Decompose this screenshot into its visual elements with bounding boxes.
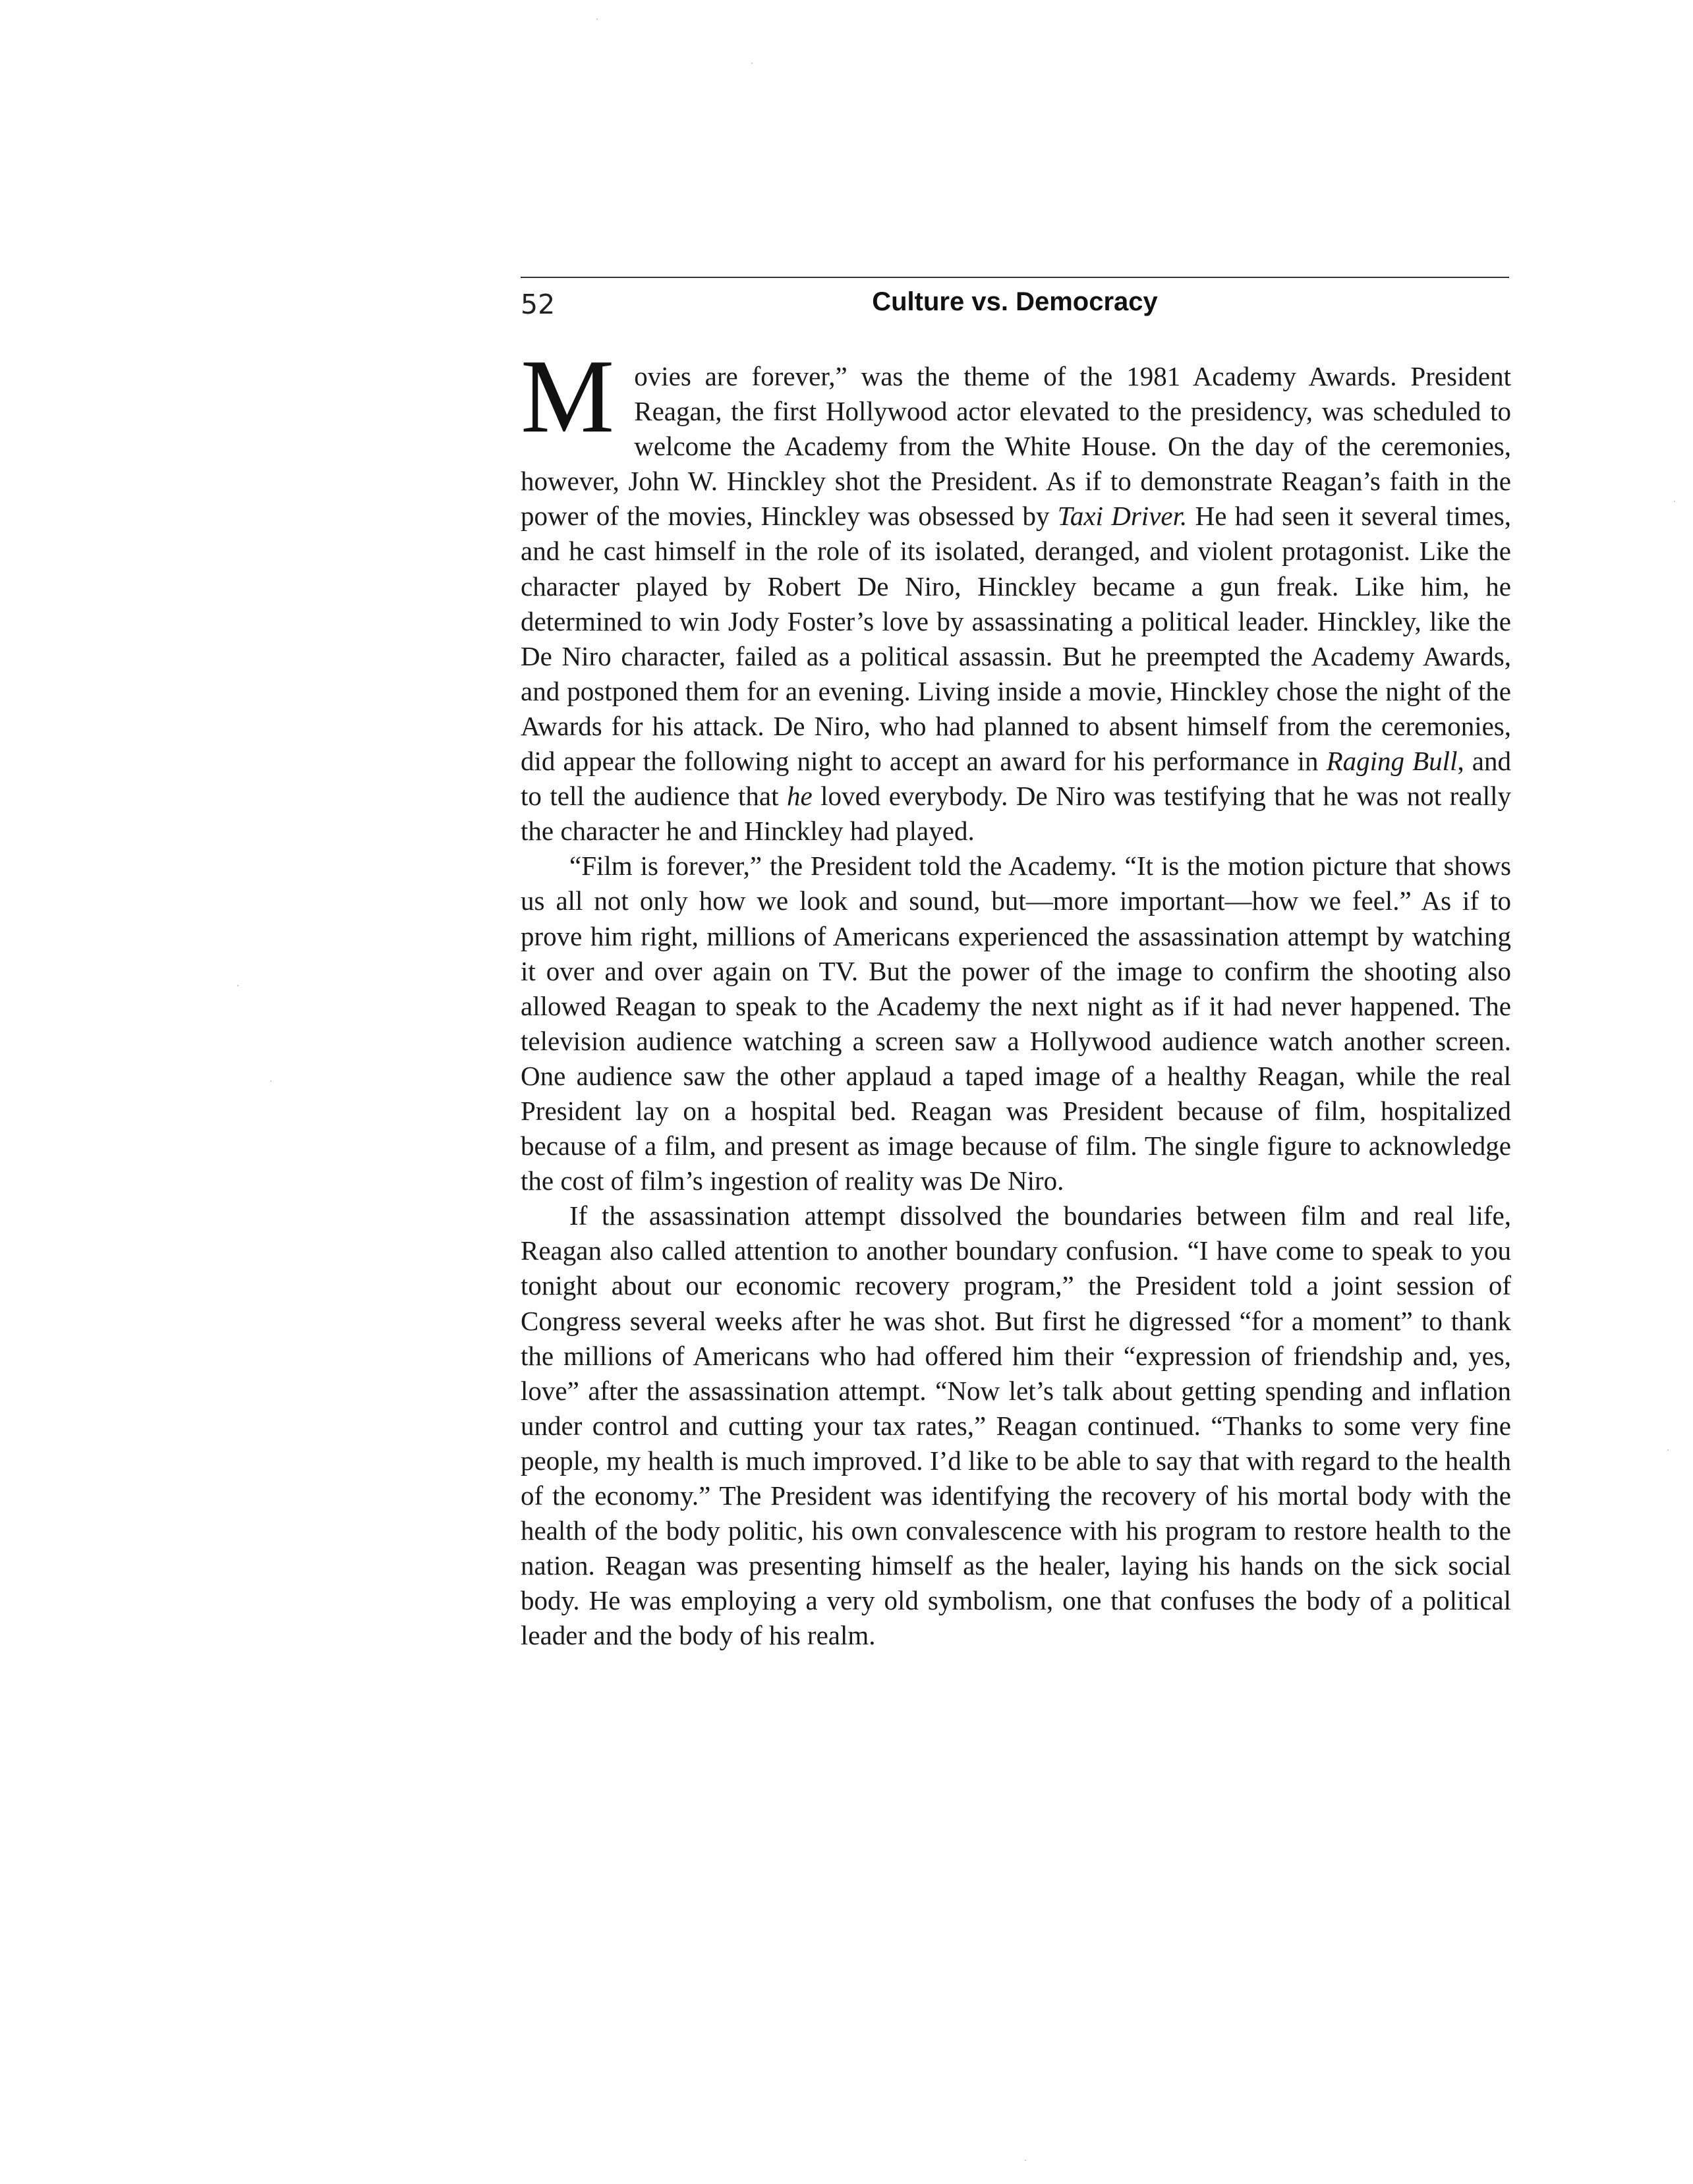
scan-speck bbox=[1674, 501, 1675, 502]
film-title-raging-bull: Raging Bull bbox=[1326, 746, 1458, 777]
paragraph-1-text-4: loved everybody. De Niro was testifying that he was not really the character he and Hinckley had played. bbox=[521, 781, 1511, 847]
page-number: 52 bbox=[521, 289, 556, 320]
scan-speck bbox=[1025, 2160, 1026, 2161]
paragraph-1 bbox=[521, 337, 1512, 849]
book-title: Culture vs. Democracy bbox=[872, 287, 1158, 316]
film-title-taxi-driver: Taxi Driver. bbox=[1057, 501, 1188, 532]
scan-speck bbox=[596, 18, 598, 20]
paragraph-3: If the assassination attempt dissolved the boundaries between film and real life, Reagan also called attention to another boundary confusion. “I have come to speak to you tonight about our economic recovery program,” the President told a joint session of Congress several weeks after he was shot. But first he digressed “for a moment” to thank the millions of Americans who had offered him their “expression of friendship and, yes, love” after the assassination attempt. “Now let’s talk about getting spending and inflation under control and cutting your tax rates,” Reagan continued. “Thanks to some very fine people, my health is much improved. I’d like to be able to say that with regard to the health of the economy.” The President was identifying the recovery of his mortal body with the health of the body politic, his own convalescence with his program to restore health to the nation. Reagan was presenting himself as the healer, laying his hands on the sick social body. He was employing a very old symbolism, one that confuses the body of a political leader and the body of his realm. bbox=[521, 1200, 1511, 1651]
paragraph-1-text-3: , and to tell the audience that bbox=[521, 746, 1511, 812]
paragraph-1-text-2: He had seen it several times, and he cast himself in the role of its isolated, deranged, and violent protagonist. Like the character played by Robert De Niro, Hinckley became a gun freak. Like him, he determined to win Jody Foster’s love by assassinating a political leader. Hinckley, like the De Niro character, failed as a political assassin. But he preempted the Academy Awards, and postponed them for an evening. Living inside a movie, Hinckley chose the night of the Awards for his attack. De Niro, who had planned to absent himself from the ceremonies, did appear the following night to accept an award for his performance in bbox=[521, 501, 1512, 777]
scan-speck bbox=[270, 1080, 272, 1082]
scan-speck bbox=[1667, 1449, 1669, 1451]
running-head bbox=[521, 277, 1509, 324]
scan-speck bbox=[751, 63, 753, 64]
drop-cap: M bbox=[521, 337, 615, 455]
paragraph-1-text: ovies are forever,” was the theme of the 1981 Academy Awards. President Reagan, the first Hollywood actor elevated to the presidency, was scheduled to welcome the Academy from the White House. On the day of the ceremonies, however, John W. Hinckley shot the President. As if to demonstrate Reagan’s faith in the power of the movies, Hinckley was obsessed by bbox=[521, 361, 1511, 532]
scan-speck bbox=[237, 985, 239, 986]
paragraph-2: “Film is forever,” the President told the Academy. “It is the motion picture that shows us all not only how we look and sound, but—more important—how we feel.” As if to prove him right, millions of Americans experienced the assassination attempt by watching it over and over again on TV. But the power of the image to confirm the shooting also allowed Reagan to speak to the Academy the next night as if it had never happened. The television audience watching a screen saw a Hollywood audience watch another screen. One audience saw the other applaud a taped image of a healthy Reagan, while the real President lay on a hospital bed. Reagan was President because of film, hospitalized because of a film, and present as image because of film. The single figure to acknowledge the cost of film’s ingestion of reality was De Niro. bbox=[521, 851, 1511, 1196]
emphasis-he: he bbox=[786, 781, 813, 812]
body-text bbox=[521, 337, 1512, 1653]
